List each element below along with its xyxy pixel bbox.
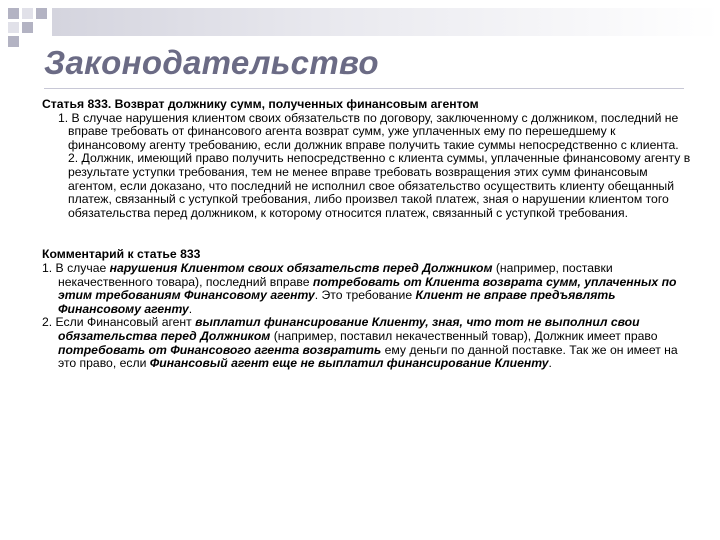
slide-title: Законодательство: [44, 44, 379, 81]
decor-square: [8, 22, 19, 33]
comment-item-1: [42, 262, 692, 316]
emphasis-run: потребовать от Финансового агента возвратить: [58, 342, 382, 357]
text-run: ему деньги по данной поставке. Так же он имеет на это право, если: [58, 342, 678, 371]
decor-square: [8, 36, 19, 47]
decor-square: [22, 8, 33, 19]
article-paragraph-1: 1. В случае нарушения клиентом своих обязательств по договору, заключенному с должником, последний не вправе требовать от финансового агента возврат сумм, уже уплаченных ему по перешедшему к финансовому агенту требованию, если должник вправе получить такие суммы непосредственно с клиента.: [58, 110, 679, 152]
article-heading: Статья 833. Возврат должнику сумм, полученных финансовым агентом: [42, 97, 479, 111]
emphasis-run: Клиент не вправе предъявлять Финансовому агенту: [58, 288, 616, 316]
title-divider: [44, 88, 684, 89]
decor-square: [36, 8, 47, 19]
text-run: (например, поставки некачественного товара), последний вправе: [58, 260, 613, 289]
emphasis-run: выплатил финансирование Клиенту, зная, что тот не выполнил свои обязательства перед Должником: [58, 315, 640, 343]
comment-item-2: [42, 316, 692, 370]
text-run: .: [548, 356, 552, 371]
text-run: 1. В случае: [42, 260, 110, 275]
text-run: .: [188, 301, 193, 316]
article-paragraph-2: 2. Должник, имеющий право получить непосредственно с клиента суммы, уплаченные финансовому агенту в результате уступки требования, тем не менее вправе требовать возвращения этих сумм финансовым агентом, если доказано, что последний не исполнил свое обязательство осуществить клиенту обещанный платеж, связанный с уступкой требования, либо произвел такой платеж, зная о нарушении клиентом того обязательства перед должником, к которому относится платеж, связанный с уступкой требования.: [68, 151, 691, 220]
text-run: 2. Если Финансовый агент: [42, 315, 196, 330]
decor-square: [22, 22, 33, 33]
decor-square: [8, 8, 19, 19]
emphasis-run: нарушения Клиентом своих обязательств перед Должником: [109, 260, 493, 275]
text-run: (например, поставил некачественный товар), Должник имеет право: [270, 328, 658, 343]
emphasis-run: потребовать от Клиента возврата сумм, уплаченных по этим требованиям Финансовому агенту: [58, 274, 677, 303]
text-run: . Это требование: [314, 288, 416, 303]
emphasis-run: Финансовый агент еще не выплатил финансирование Клиенту: [149, 356, 549, 371]
slide-content: [42, 98, 692, 371]
comment-heading: Комментарий к статье 833: [42, 247, 201, 262]
header-gradient-bar: [52, 8, 720, 36]
